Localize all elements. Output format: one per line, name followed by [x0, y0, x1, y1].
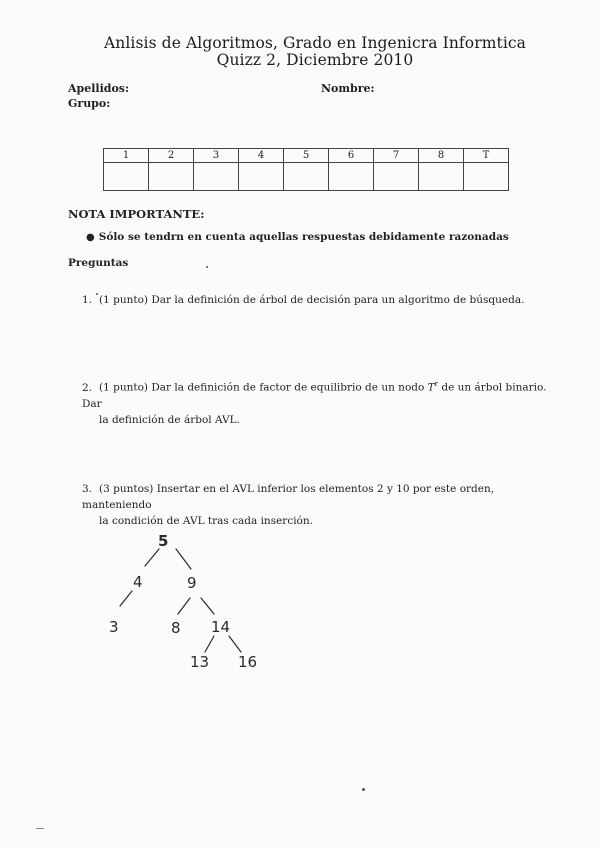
edge-14-13	[205, 636, 214, 652]
question-text-continued: la condición de AVL tras cada inserción.	[99, 515, 313, 527]
note-heading: NOTA IMPORTANTE:	[68, 207, 205, 221]
tree-node-9: 9	[187, 574, 197, 592]
score-header-cell: 5	[284, 149, 329, 163]
question-text-continued: la definición de árbol AVL.	[99, 413, 240, 426]
exam-title: Anlisis de Algoritmos, Grado en Ingenicra Informtica	[103, 34, 527, 52]
question-text: (1 punto) Dar la definición de árbol de decisión para un algoritmo de búsqueda.	[99, 294, 525, 306]
surname-label: Apellidos:	[68, 82, 130, 95]
question-number: 1.	[82, 294, 93, 306]
tree-node-14: 14	[211, 618, 231, 636]
tree-node-4: 4	[133, 573, 143, 591]
tree-node-16: 16	[238, 653, 258, 671]
tree-node-13: 13	[190, 653, 210, 671]
score-header-cell: 3	[194, 149, 239, 163]
name-label: Nombre:	[321, 82, 375, 95]
group-label: Grupo:	[68, 97, 111, 110]
questions-heading: Preguntas	[68, 257, 129, 269]
tree-node-3: 3	[109, 618, 119, 636]
scan-mark	[36, 828, 44, 829]
note-bullet-text: Sólo se tendrn en cuenta aquellas respuestas debidamente razonadas	[98, 231, 509, 243]
question-text: (3 puntos) Insertar en el AVL inferior los elementos 2 y 10 por este orden, manteniendo	[82, 483, 495, 511]
edge-4-3	[120, 591, 132, 606]
score-header-cell: 1	[104, 149, 149, 163]
edge-9-8	[178, 598, 190, 614]
question-text-end: de un árbol binario. Dar	[82, 381, 547, 410]
scan-speck	[362, 788, 365, 791]
edge-5-4	[145, 549, 159, 566]
score-header-cell: 2	[149, 149, 194, 163]
score-header-cell: 8	[419, 149, 464, 163]
tree-node-8: 8	[171, 619, 181, 637]
scan-speck	[96, 293, 98, 295]
question-text: (1 punto) Dar la definición de factor de equilibrio de un nodo	[99, 381, 428, 394]
tree-node-5: 5	[158, 532, 169, 550]
score-header-cell: 4	[239, 149, 284, 163]
score-header-cell: 7	[374, 149, 419, 163]
edge-5-9	[176, 549, 191, 569]
score-header-cell: 6	[329, 149, 374, 163]
question-number: 3.	[82, 483, 93, 495]
bullet-icon: ●	[86, 232, 95, 243]
question-number: 2.	[82, 381, 93, 394]
edge-9-14	[201, 598, 214, 614]
edge-14-16	[229, 636, 241, 652]
scan-speck	[206, 266, 208, 268]
node-superscript: r	[434, 380, 439, 388]
node-symbol: T	[427, 381, 435, 394]
score-header-cell: T	[464, 149, 509, 163]
exam-subtitle: Quizz 2, Diciembre 2010	[216, 51, 414, 69]
